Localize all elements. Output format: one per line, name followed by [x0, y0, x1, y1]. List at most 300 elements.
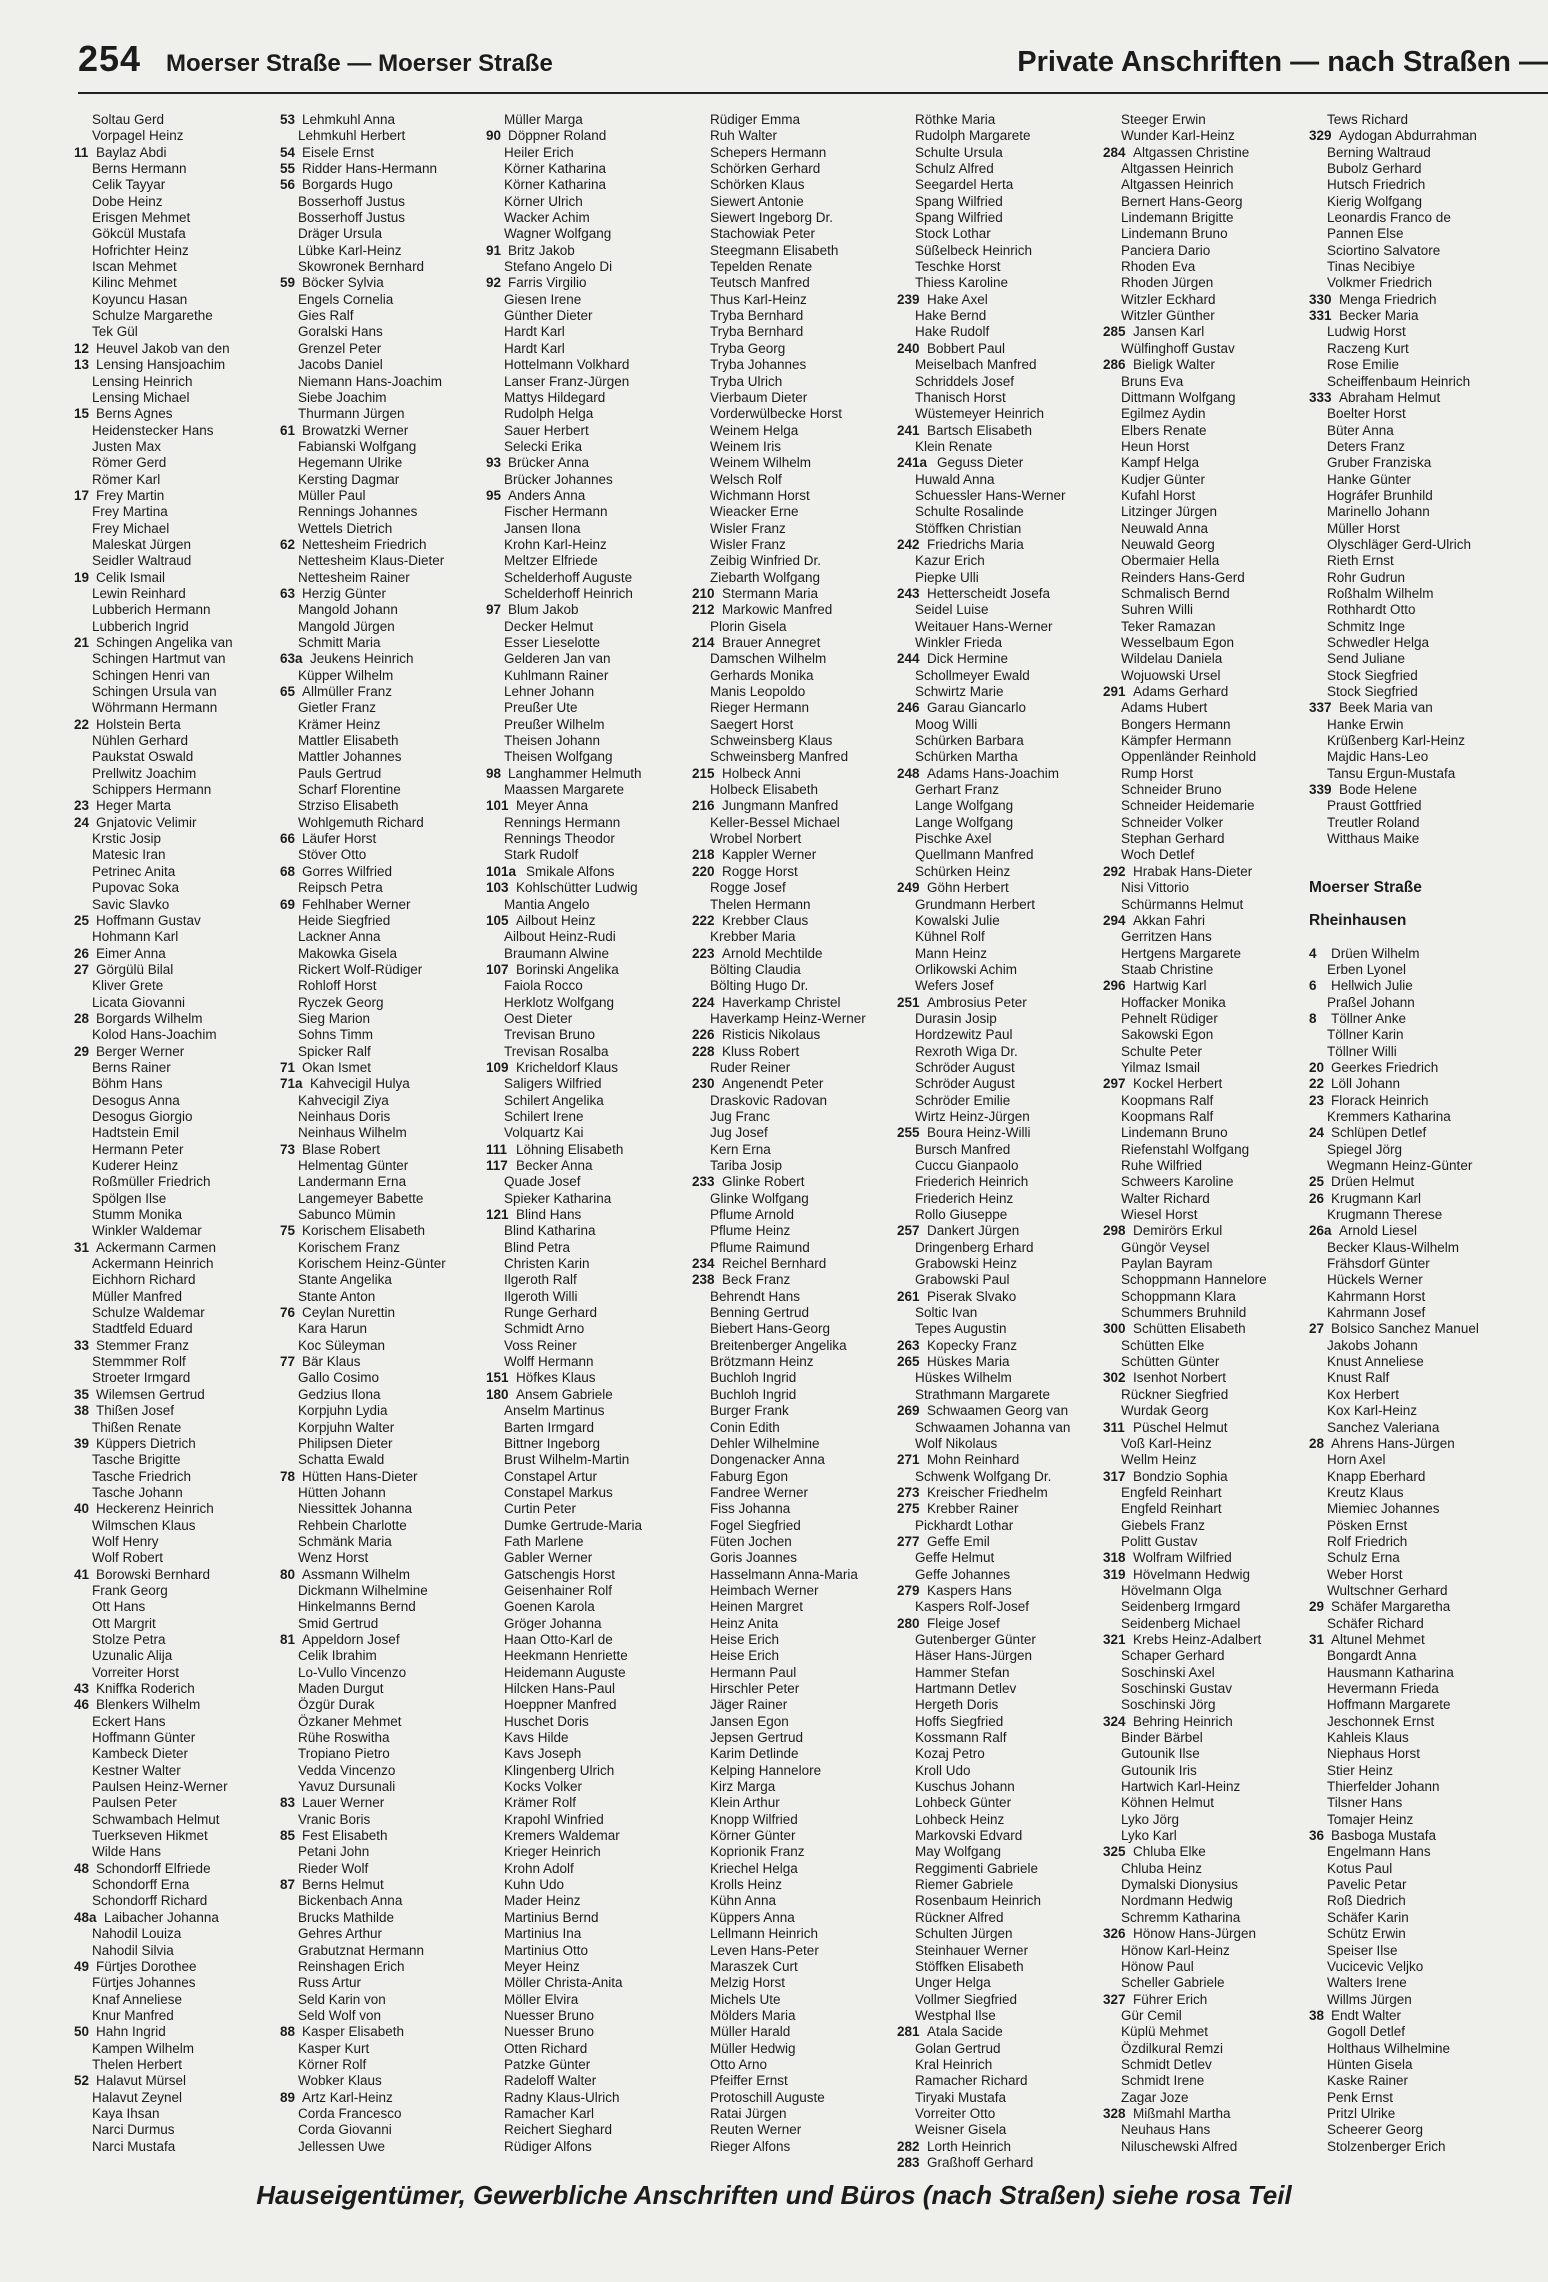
resident-name: Schneider Bruno [1121, 782, 1222, 798]
resident-name: Beek Maria van [1339, 700, 1433, 716]
house-number [1103, 1730, 1121, 1746]
directory-entry [74, 570, 280, 586]
resident-name: Decker Helmut [504, 618, 594, 634]
resident-name: Pehnelt Rüdiger [1121, 1010, 1218, 1026]
directory-entry [486, 1076, 692, 1092]
directory-entry [486, 1011, 692, 1027]
directory-entry [74, 145, 280, 161]
resident-name: Mattler Johannes [298, 749, 402, 765]
directory-entry [897, 1714, 1103, 1730]
house-number [280, 1943, 298, 1959]
house-number [74, 1665, 92, 1681]
house-number [897, 1877, 915, 1893]
directory-entry [897, 2073, 1103, 2089]
resident-name: Tariba Josip [710, 1158, 783, 1173]
directory-entry [692, 1910, 898, 1926]
resident-name: Sohns Timm [298, 1027, 374, 1043]
resident-name: Holstein Berta [96, 716, 181, 732]
resident-name: Kockel Herbert [1133, 1076, 1223, 1092]
resident-name: Rieger Hermann [710, 700, 810, 716]
directory-entry [1309, 1959, 1515, 1975]
house-number: 31 [1309, 1631, 1325, 1647]
resident-name: Gökcül Mustafa [92, 226, 186, 242]
resident-name: Bernert Hans-Georg [1121, 193, 1243, 209]
house-number [486, 1223, 504, 1239]
house-number [1103, 1910, 1121, 1926]
house-number [280, 913, 298, 929]
house-number [486, 700, 504, 716]
resident-name: Panciera Dario [1121, 242, 1211, 258]
directory-entry [486, 1943, 692, 1959]
house-number: 29 [74, 1043, 90, 1059]
house-number [897, 553, 915, 569]
resident-name: Mattler Elisabeth [298, 733, 399, 749]
resident-name: Kohlschütter Ludwig [516, 880, 638, 896]
resident-name: Gruber Franziska [1327, 455, 1432, 471]
house-number [1309, 1240, 1327, 1256]
house-number [486, 1289, 504, 1305]
house-number [692, 1501, 710, 1517]
resident-name: Halavut Mürsel [96, 2073, 187, 2089]
house-number: 109 [486, 1059, 509, 1075]
house-number [692, 1763, 710, 1779]
resident-name: Bartsch Elisabeth [927, 422, 1033, 438]
directory-entry [74, 1926, 280, 1942]
house-number [280, 880, 298, 896]
directory-entry [486, 1567, 692, 1583]
house-number [280, 1093, 298, 1109]
directory-entry [486, 2024, 692, 2040]
directory-entry [486, 635, 692, 651]
directory-entry [280, 406, 486, 422]
resident-name: Lensing Hansjoachim [96, 357, 226, 373]
house-number [1309, 2090, 1327, 2106]
resident-name: Ahrens Hans-Jürgen [1331, 1435, 1455, 1451]
resident-name: Celik Ibrahim [298, 1648, 377, 1664]
resident-name: Atala Sacide [927, 2024, 1003, 2040]
resident-name: Kampf Helga [1121, 455, 1200, 471]
directory-entry [486, 1387, 692, 1403]
resident-name: Süßelbeck Heinrich [915, 242, 1033, 258]
resident-name: Hordzewitz Paul [915, 1027, 1013, 1043]
directory-entry [897, 1599, 1103, 1615]
directory-entry [1103, 1844, 1309, 1860]
directory-entry [280, 1142, 486, 1158]
house-number [1103, 1534, 1121, 1550]
directory-entry [486, 1730, 692, 1746]
directory-entry [692, 733, 898, 749]
resident-name: Otten Richard [504, 2040, 588, 2056]
house-number [1103, 1795, 1121, 1811]
directory-entry [1309, 1289, 1515, 1305]
directory-entry [897, 1992, 1103, 2008]
house-number [1103, 2024, 1121, 2040]
house-number [486, 406, 504, 422]
house-number [486, 472, 504, 488]
resident-name: Kral Heinrich [915, 2056, 993, 2072]
directory-entry [486, 1926, 692, 1942]
directory-entry [692, 668, 898, 684]
resident-name: Seegardel Herta [915, 177, 1014, 193]
directory-entry [280, 1763, 486, 1779]
resident-name: Pfeiffer Ernst [710, 2073, 788, 2089]
directory-entry [280, 210, 486, 226]
directory-entry [1309, 2024, 1515, 2040]
house-number: 90 [486, 128, 502, 144]
house-number [897, 1763, 915, 1779]
directory-entry [486, 1370, 692, 1386]
house-number: 63a [280, 651, 303, 667]
house-number [486, 1027, 504, 1043]
house-number [897, 602, 915, 618]
house-number [280, 1697, 298, 1713]
resident-name: Ackermann Heinrich [92, 1256, 214, 1272]
house-number: 98 [486, 765, 502, 781]
resident-name: Vorreiter Horst [92, 1664, 180, 1680]
directory-entry [1309, 2090, 1515, 2106]
house-number [74, 684, 92, 700]
house-number [74, 439, 92, 455]
house-number: 28 [1309, 1435, 1325, 1451]
house-number [1103, 488, 1121, 504]
directory-entry [486, 1093, 692, 1109]
resident-name: Nahodil Silvia [92, 1942, 174, 1958]
house-number [1103, 897, 1121, 913]
directory-entry [486, 423, 692, 439]
directory-entry [1309, 1992, 1515, 2008]
directory-entry [897, 995, 1103, 1011]
directory-entry [486, 766, 692, 782]
directory-entry [1309, 210, 1515, 226]
house-number [74, 880, 92, 896]
house-number [1103, 1812, 1121, 1828]
directory-entry [280, 1812, 486, 1828]
house-number [1103, 1044, 1121, 1060]
house-number: 25 [74, 912, 90, 928]
directory-entry [897, 847, 1103, 863]
resident-name: Farris Virgilio [508, 275, 587, 291]
directory-entry [74, 374, 280, 390]
footer-note: Hauseigentümer, Gewerbliche Anschriften und Büros (nach Straßen) siehe rosa Teil [256, 2180, 1292, 2210]
resident-name: Selecki Erika [504, 438, 583, 454]
house-number [1309, 2041, 1327, 2057]
house-number [1103, 995, 1121, 1011]
directory-entry [1103, 635, 1309, 651]
directory-entry [486, 1844, 692, 1860]
resident-name: Krugmann Karl [1331, 1190, 1422, 1206]
resident-name: Suhren Willi [1121, 602, 1194, 618]
resident-name: Becker Klaus-Wilhelm [1327, 1239, 1460, 1255]
house-number: 180 [486, 1386, 509, 1402]
directory-entry [692, 1926, 898, 1942]
resident-name: Schweinsberg Klaus [710, 733, 833, 749]
resident-name: Schingen Hartmut van [92, 651, 226, 667]
house-number [74, 1714, 92, 1730]
resident-name: Schäfer Richard [1327, 1615, 1424, 1631]
house-number [692, 324, 710, 340]
resident-name: Möller Christa-Anita [504, 1975, 623, 1991]
directory-entry [897, 472, 1103, 488]
house-number [74, 210, 92, 226]
resident-name: Schwaamen Georg van [927, 1403, 1069, 1419]
directory-entry [897, 308, 1103, 324]
directory-entry [1309, 733, 1515, 749]
directory-entry [280, 864, 486, 880]
house-number: 20 [1309, 1059, 1325, 1075]
resident-name: Heun Horst [1121, 438, 1190, 454]
directory-entry [486, 161, 692, 177]
directory-entry [1309, 226, 1515, 242]
house-number [1309, 357, 1327, 373]
resident-name: Schatta Ewald [298, 1452, 385, 1468]
directory-entry [486, 864, 692, 880]
directory-column [897, 112, 1103, 2171]
resident-name: Schwedler Helga [1327, 635, 1430, 650]
resident-name: Töllner Anke [1331, 1010, 1407, 1026]
resident-name: Celik Tayyar [92, 177, 166, 193]
directory-entry [280, 1452, 486, 1468]
resident-name: Blind Katharina [504, 1223, 596, 1239]
house-number [1103, 668, 1121, 684]
resident-name: Sieg Marion [298, 1010, 371, 1026]
house-number [1103, 880, 1121, 896]
house-number [74, 537, 92, 553]
directory-entry [486, 831, 692, 847]
resident-name: Nettesheim Friedrich [302, 536, 427, 552]
directory-entry [1103, 766, 1309, 782]
resident-name: Thißen Josef [96, 1403, 175, 1419]
house-number [74, 226, 92, 242]
directory-entry [280, 831, 486, 847]
directory-entry [280, 1992, 486, 2008]
house-number [1309, 619, 1327, 635]
resident-name: Bolsico Sanchez Manuel [1331, 1321, 1479, 1337]
resident-name: Nühlen Gerhard [92, 733, 189, 749]
directory-entry [1309, 1861, 1515, 1877]
resident-name: Stöver Otto [298, 847, 367, 863]
house-number: 13 [74, 357, 90, 373]
resident-name: Gietler Franz [298, 700, 377, 716]
resident-name: Fischer Hermann [504, 504, 608, 520]
house-number: 77 [280, 1354, 296, 1370]
directory-entry [74, 1272, 280, 1288]
house-number [280, 946, 298, 962]
house-number [1103, 1403, 1121, 1419]
house-number: 75 [280, 1223, 296, 1239]
resident-name: Martinius Otto [504, 1942, 589, 1958]
resident-name: Wesselbaum Egon [1121, 635, 1235, 650]
directory-entry [692, 423, 898, 439]
house-number [74, 1076, 92, 1092]
house-number [692, 259, 710, 275]
directory-entry [74, 717, 280, 733]
resident-name: Tropiano Pietro [298, 1746, 390, 1762]
resident-name: Ruhe Wilfried [1121, 1158, 1203, 1173]
directory-entry [74, 1109, 280, 1125]
resident-name: Riemer Gabriele [915, 1877, 1014, 1893]
house-number [74, 782, 92, 798]
resident-name: Seidler Waltraud [92, 553, 192, 569]
resident-name: Lehner Johann [504, 684, 595, 700]
resident-name: Lensing Heinrich [92, 373, 193, 389]
house-number [692, 521, 710, 537]
directory-entry [692, 1534, 898, 1550]
house-number: 59 [280, 275, 296, 291]
house-number [897, 1567, 915, 1583]
resident-name: Quade Josef [504, 1174, 581, 1190]
house-number: 4 [1309, 945, 1317, 961]
house-number [74, 2008, 92, 2024]
house-number: 271 [897, 1452, 920, 1468]
resident-name: Schepers Hermann [710, 144, 827, 160]
directory-entry [486, 1354, 692, 1370]
directory-entry [897, 1338, 1103, 1354]
house-number [1103, 962, 1121, 978]
house-number [1103, 1289, 1121, 1305]
resident-name: Gedzius Ilona [298, 1386, 381, 1402]
resident-name: Huschet Doris [504, 1713, 589, 1729]
resident-name: Kremmers Katharina [1327, 1108, 1451, 1124]
directory-entry [486, 1746, 692, 1762]
resident-name: Lohbeck Heinz [915, 1811, 1005, 1827]
house-number [692, 1567, 710, 1583]
resident-name: Glinke Robert [722, 1174, 805, 1190]
house-number [897, 1795, 915, 1811]
directory-entry [1309, 1844, 1515, 1860]
resident-name: Braumann Alwine [504, 945, 610, 961]
resident-name: Vranic Boris [298, 1811, 371, 1827]
directory-entry [1103, 1289, 1309, 1305]
resident-name: Kremers Waldemar [504, 1828, 620, 1844]
directory-entry [897, 766, 1103, 782]
resident-name: Stier Heinz [1327, 1762, 1394, 1778]
directory-entry [280, 1076, 486, 1092]
house-number [74, 1093, 92, 1109]
house-number: 36 [1309, 1828, 1325, 1844]
resident-name: Praust Gottfried [1327, 798, 1422, 814]
resident-name: Kühnel Rolf [915, 929, 985, 945]
house-number [74, 1207, 92, 1223]
resident-name: Knust Anneliese [1327, 1354, 1424, 1370]
resident-name: Schürmanns Helmut [1121, 896, 1244, 912]
directory-entry [1309, 455, 1515, 471]
directory-entry [1309, 1011, 1515, 1027]
directory-entry [74, 406, 280, 422]
resident-name: Ilgeroth Ralf [504, 1272, 577, 1288]
resident-name: Steegmann Elisabeth [710, 242, 839, 258]
resident-name: Stante Anton [298, 1288, 376, 1304]
house-number [897, 177, 915, 193]
house-number [486, 684, 504, 700]
house-number [897, 521, 915, 537]
resident-name: Küpper Wilhelm [298, 667, 394, 683]
resident-name: Kambeck Dieter [92, 1746, 189, 1762]
resident-name: Berns Rainer [92, 1059, 171, 1075]
directory-entry [486, 1403, 692, 1419]
house-number: 291 [1103, 684, 1126, 700]
resident-name: Mantia Angelo [504, 896, 590, 912]
house-number [74, 602, 92, 618]
resident-name: Schwambach Helmut [92, 1811, 220, 1827]
directory-entry [1309, 1746, 1515, 1762]
resident-name: Kasper Elisabeth [302, 2024, 405, 2040]
directory-entry [74, 1943, 280, 1959]
resident-name: Kühn Anna [710, 1893, 777, 1909]
directory-entry [1103, 1158, 1309, 1174]
resident-name: Hohmann Karl [92, 929, 179, 945]
resident-name: Teker Ramazan [1121, 618, 1216, 634]
resident-name: Kestner Walter [92, 1762, 181, 1778]
resident-name: Gröger Johanna [504, 1615, 602, 1631]
house-number [1103, 1027, 1121, 1043]
section-heading: Rheinhausen [1309, 911, 1407, 929]
house-number [692, 390, 710, 406]
directory-entry [1103, 1125, 1309, 1141]
spacer [1309, 897, 1515, 913]
directory-entry [1103, 1861, 1309, 1877]
house-number: 6 [1309, 978, 1317, 994]
resident-name: Goralski Hans [298, 324, 383, 340]
directory-entry [897, 570, 1103, 586]
house-number [692, 1861, 710, 1877]
directory-entry [280, 1174, 486, 1190]
resident-name: Koprionik Franz [710, 1844, 805, 1860]
house-number [1309, 717, 1327, 733]
house-number [897, 798, 915, 814]
resident-name: Ailbout Heinz-Rudi [504, 929, 616, 945]
directory-entry [280, 749, 486, 765]
resident-name: Rüdiger Alfons [504, 2138, 592, 2154]
house-number [1309, 570, 1327, 586]
house-number: 298 [1103, 1223, 1126, 1239]
resident-name: Thelen Herbert [92, 2056, 183, 2072]
house-number [1103, 504, 1121, 520]
directory-entry [1309, 1256, 1515, 1272]
resident-name: Haverkamp Christel [722, 994, 841, 1010]
resident-name: Giebels Franz [1121, 1517, 1206, 1533]
resident-name: Hegemann Ulrike [298, 455, 403, 471]
house-number [1309, 1354, 1327, 1370]
directory-entry [486, 259, 692, 275]
resident-name: Schoppmann Klara [1121, 1288, 1236, 1304]
directory-entry [897, 521, 1103, 537]
house-number [1103, 1877, 1121, 1893]
house-number [486, 635, 504, 651]
house-number [692, 668, 710, 684]
resident-name: Ott Margrit [92, 1615, 156, 1631]
house-number: 43 [74, 1681, 90, 1696]
directory-entry [280, 1550, 486, 1566]
directory-entry [486, 177, 692, 193]
resident-name: Tepelden Renate [710, 259, 813, 275]
house-number [1309, 1256, 1327, 1272]
house-number [74, 1272, 92, 1288]
resident-name: Hüskes Wilhelm [915, 1370, 1012, 1386]
resident-name: Pflume Arnold [710, 1207, 795, 1223]
directory-entry [280, 2024, 486, 2040]
house-number [486, 341, 504, 357]
house-number [74, 1795, 92, 1811]
directory-entry [486, 1518, 692, 1534]
directory-entry [280, 1714, 486, 1730]
resident-name: Winkler Frieda [915, 635, 1003, 650]
directory-entry [280, 717, 486, 733]
house-number: 249 [897, 880, 920, 896]
house-number [1309, 602, 1327, 618]
resident-name: Hütten Hans-Dieter [302, 1468, 418, 1484]
resident-name: Witzler Eckhard [1121, 291, 1216, 307]
house-number [897, 1714, 915, 1730]
